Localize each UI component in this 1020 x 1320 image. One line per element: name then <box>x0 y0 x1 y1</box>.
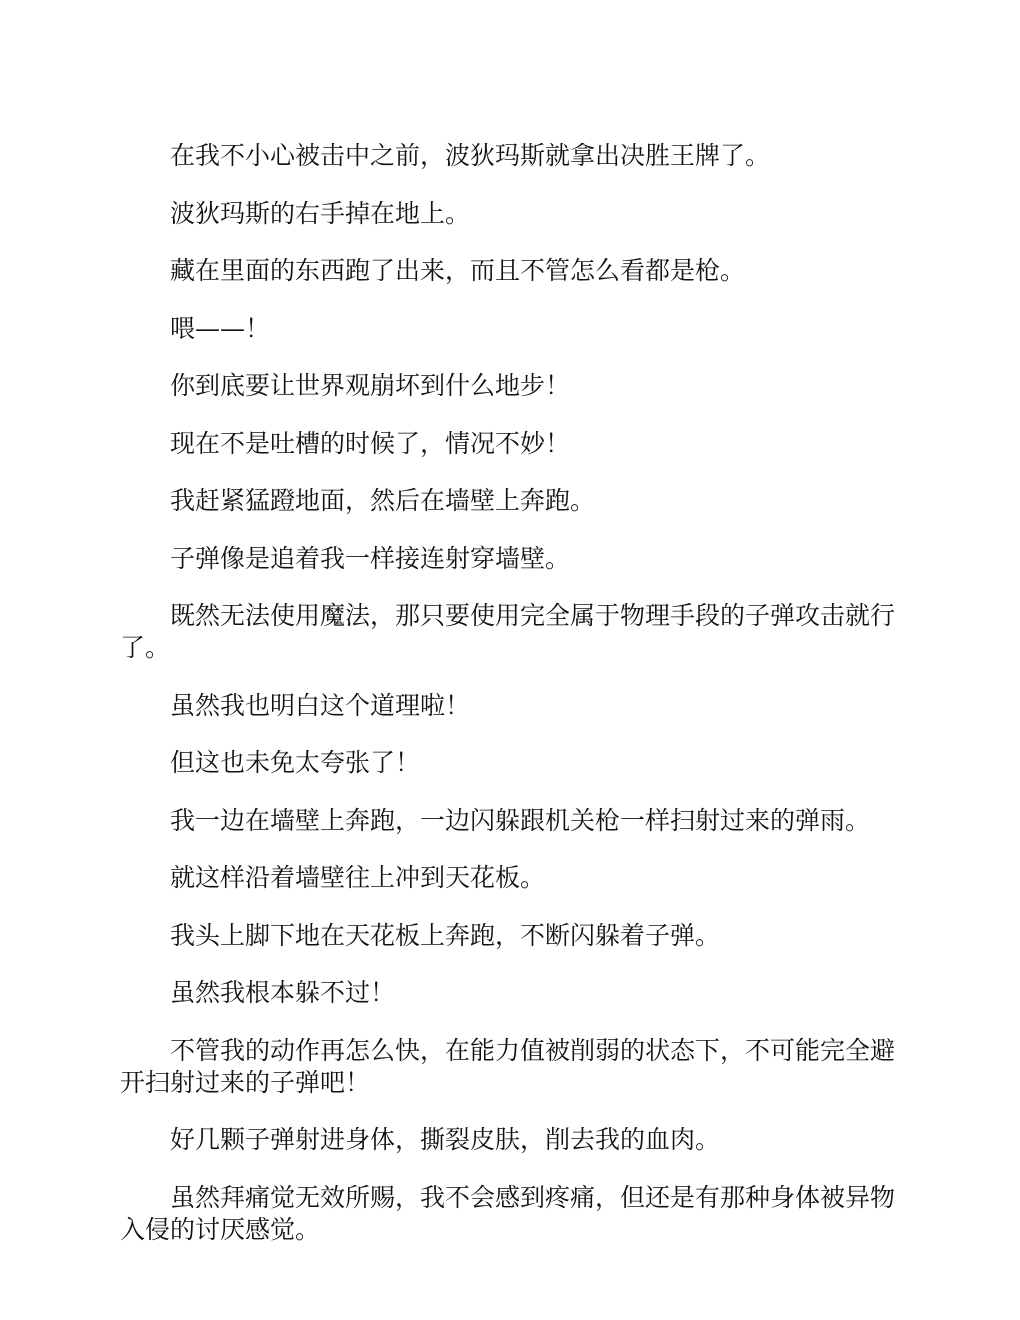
paragraph: 虽然我也明白这个道理啦！ <box>170 690 471 720</box>
paragraph: 我赶紧猛蹬地面，然后在墙壁上奔跑。 <box>170 486 596 515</box>
paragraph: 虽然我根本躲不过！ <box>170 978 396 1007</box>
paragraph: 虽然拜痛觉无效所赐，我不会感到疼痛，但还是有那种身体被异物入侵的讨厌感觉。 <box>120 1182 896 1244</box>
paragraph: 在我不小心被击中之前，波狄玛斯就拿出决胜王牌了。 <box>170 141 771 170</box>
paragraph: 但这也未免太夸张了！ <box>170 748 421 777</box>
paragraph: 现在不是吐槽的时候了，情况不妙！ <box>170 428 571 458</box>
paragraph: 我头上脚下地在天花板上奔跑，不断闪躲着子弹。 <box>170 920 721 950</box>
paragraph: 藏在里面的东西跑了出来，而且不管怎么看都是枪。 <box>170 256 746 285</box>
paragraph: 你到底要让世界观崩坏到什么地步！ <box>170 371 571 400</box>
paragraph: 波狄玛斯的右手掉在地上。 <box>170 198 471 228</box>
paragraph: 既然无法使用魔法，那只要使用完全属于物理手段的子弹攻击就行了。 <box>120 601 896 662</box>
paragraph: 喂——！ <box>170 313 271 343</box>
body-text <box>120 140 900 1271</box>
paragraph: 就这样沿着墙壁往上冲到天花板。 <box>170 863 546 892</box>
paragraph: 不管我的动作再怎么快，在能力值被削弱的状态下，不可能完全避开扫射过来的子弹吧！ <box>120 1035 896 1097</box>
paragraph: 好几颗子弹射进身体，撕裂皮肤，削去我的血肉。 <box>170 1125 721 1154</box>
paragraph: 我一边在墙壁上奔跑，一边闪躲跟机关枪一样扫射过来的弹雨。 <box>170 805 871 835</box>
paragraph: 子弹像是追着我一样接连射穿墙壁。 <box>170 543 571 573</box>
